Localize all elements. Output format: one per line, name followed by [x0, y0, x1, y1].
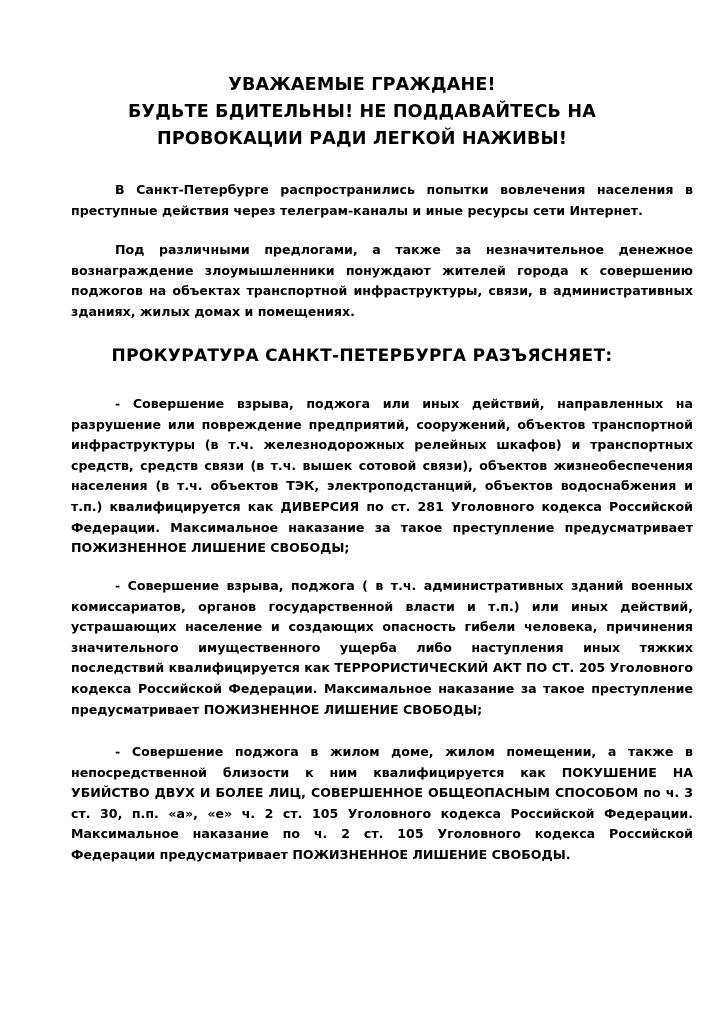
item-1-ending: ; [344, 540, 350, 556]
item-2-text-before: - Совершение взрыва, поджога ( в т.ч. административных зданий военных комиссариатов, органов государственной власти и т.п.) или иных действий, устрашающих население и создающих опасность гибели человека, причинения значительного имущественного ущерба либо наступления иных тяжких последствий квалифицируется как [71, 578, 693, 676]
intro-paragraph-2 [71, 240, 693, 322]
title-line-2: БУДЬТЕ БДИТЕЛЬНЫ! НЕ ПОДДАВАЙТЕСЬ НА [128, 102, 596, 122]
section-subtitle: ПРОКУРАТУРА САНКТ-ПЕТЕРБУРГА РАЗЪЯСНЯЕТ: [111, 346, 613, 366]
intro-paragraph-1 [71, 180, 693, 221]
item-2-ending: ; [477, 701, 483, 717]
intro-paragraph-2-text: Под различными предлогами, а также за незначительное денежное вознаграждение злоумышленники понуждают жителей города к совершению поджогов на объектах транспортной инфраструктуры, связи, в административных зданиях, жилых домах и помещениях. [71, 242, 693, 319]
explanation-item-3 [71, 742, 693, 866]
item-3-text-middle: по ч. 3 ст. 30, п.п. «а», «е» ч. 2 ст. 105 Уголовного кодекса Российской Федерации. Максимальное наказание по ч. 2 ст. 105 Уголовного кодекса Российской Федерации предусматривает [71, 785, 693, 862]
item-3-ending: . [565, 846, 571, 862]
title-line-3: ПРОВОКАЦИИ РАДИ ЛЕГКОЙ НАЖИВЫ! [157, 129, 567, 149]
item-1-highlight: ДИВЕРСИЯ [280, 498, 360, 514]
item-3-text-before: - Совершение поджога в жилом доме, жилом помещении, а также в непосредственной близости к ним квалифицируется как [71, 744, 693, 780]
notice-title [0, 72, 724, 153]
explanation-item-2 [71, 576, 693, 720]
title-line-1: УВАЖАЕМЫЕ ГРАЖДАНЕ! [228, 75, 496, 95]
item-2-penalty: ПОЖИЗНЕННОЕ ЛИШЕНИЕ СВОБОДЫ [203, 701, 478, 717]
item-3-highlight: ПОКУШЕНИЕ НА УБИЙСТВО ДВУХ И БОЛЕЕ ЛИЦ, СОВЕРШЕННОЕ ОБЩЕОПАСНЫМ СПОСОБОМ [71, 764, 694, 801]
item-3-penalty: ПОЖИЗНЕННОЕ ЛИШЕНИЕ СВОБОДЫ [292, 846, 566, 862]
item-2-highlight: ТЕРРОРИСТИЧЕСКИЙ АКТ ПО СТ. 205 [334, 660, 606, 676]
item-1-text-middle: по ст. 281 Уголовного кодекса Российской Федерации. Максимальное наказание за такое преступление предусматривает [71, 498, 694, 535]
item-1-penalty: ПОЖИЗНЕННОЕ ЛИШЕНИЕ СВОБОДЫ [71, 540, 345, 556]
explanation-item-1 [71, 394, 693, 559]
intro-paragraph-1-text: В Санкт-Петербурге распространились попытки вовлечения населения в преступные действия через телеграм-каналы и иные ресурсы сети Интернет. [71, 182, 693, 218]
item-2-text-middle: Уголовного кодекса Российской Федерации. Максимальное наказание за такое преступление предусматривает [71, 660, 694, 717]
item-1-text-before: - Совершение взрыва, поджога или иных действий, направленных на разрушение или повреждение предприятий, сооружений, объектов транспортной инфраструктуры (в т.ч. железнодорожных релейных шкафов) и транспортных средств, средств связи (в т.ч. вышек сотовой связи), объектов жизнеобеспечения населения (в т.ч. объектов ТЭК, электроподстанций, объектов водоснабжения и т.п.) квалифицируется как [71, 396, 693, 514]
